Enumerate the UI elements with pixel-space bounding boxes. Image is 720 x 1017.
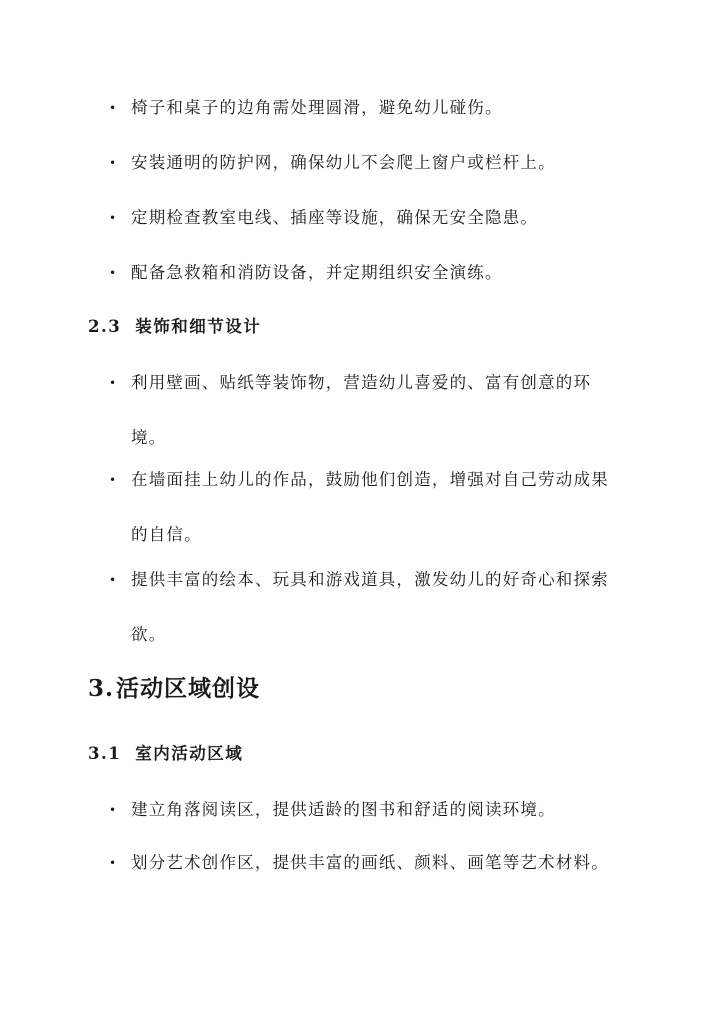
- section-heading-3: [88, 670, 260, 703]
- list-item-text: 建立角落阅读区，提供适龄的图书和舒适的阅读环境。: [131, 800, 556, 819]
- list-item-text: 划分艺术创作区，提供丰富的画纸、颜料、画笔等艺术材料。: [131, 853, 609, 872]
- bullet-icon: •: [109, 101, 117, 115]
- section-title: 室内活动区域: [135, 744, 244, 763]
- list-item-text: 定期检查教室电线、插座等设施，确保无安全隐患。: [131, 208, 539, 227]
- list-item-text: 利用壁画、贴纸等装饰物，营造幼儿喜爱的、富有创意的环境。: [131, 373, 592, 447]
- list-item-text: 安装通明的防护网，确保幼儿不会爬上窗户或栏杆上。: [131, 153, 556, 172]
- list-item-text: 配备急救箱和消防设备，并定期组织安全演练。: [131, 263, 503, 282]
- section-title: 活动区域创设: [116, 675, 261, 702]
- section-heading-3-1: [88, 740, 243, 764]
- section-number: 3.: [88, 675, 115, 702]
- bullet-icon: •: [109, 266, 117, 280]
- list-item-text: 提供丰富的绘本、玩具和游戏道具，激发幼儿的好奇心和探索欲。: [131, 570, 609, 644]
- list-item-text: 椅子和桌子的边角需处理圆滑，避免幼儿碰伤。: [131, 98, 503, 117]
- bullet-icon: •: [109, 156, 117, 170]
- section-heading-2-3: [88, 313, 261, 337]
- bullet-icon: •: [109, 211, 117, 225]
- bullet-icon: •: [109, 473, 117, 487]
- section-title: 装饰和细节设计: [135, 317, 262, 336]
- bullet-icon: •: [109, 856, 117, 870]
- section-number: 3.1: [88, 744, 122, 763]
- section-number: 2.3: [88, 317, 122, 336]
- bullet-icon: •: [109, 573, 117, 587]
- bullet-icon: •: [109, 803, 117, 817]
- bullet-icon: •: [109, 376, 117, 390]
- list-item-text: 在墙面挂上幼儿的作品，鼓励他们创造，增强对自己劳动成果的自信。: [131, 470, 609, 544]
